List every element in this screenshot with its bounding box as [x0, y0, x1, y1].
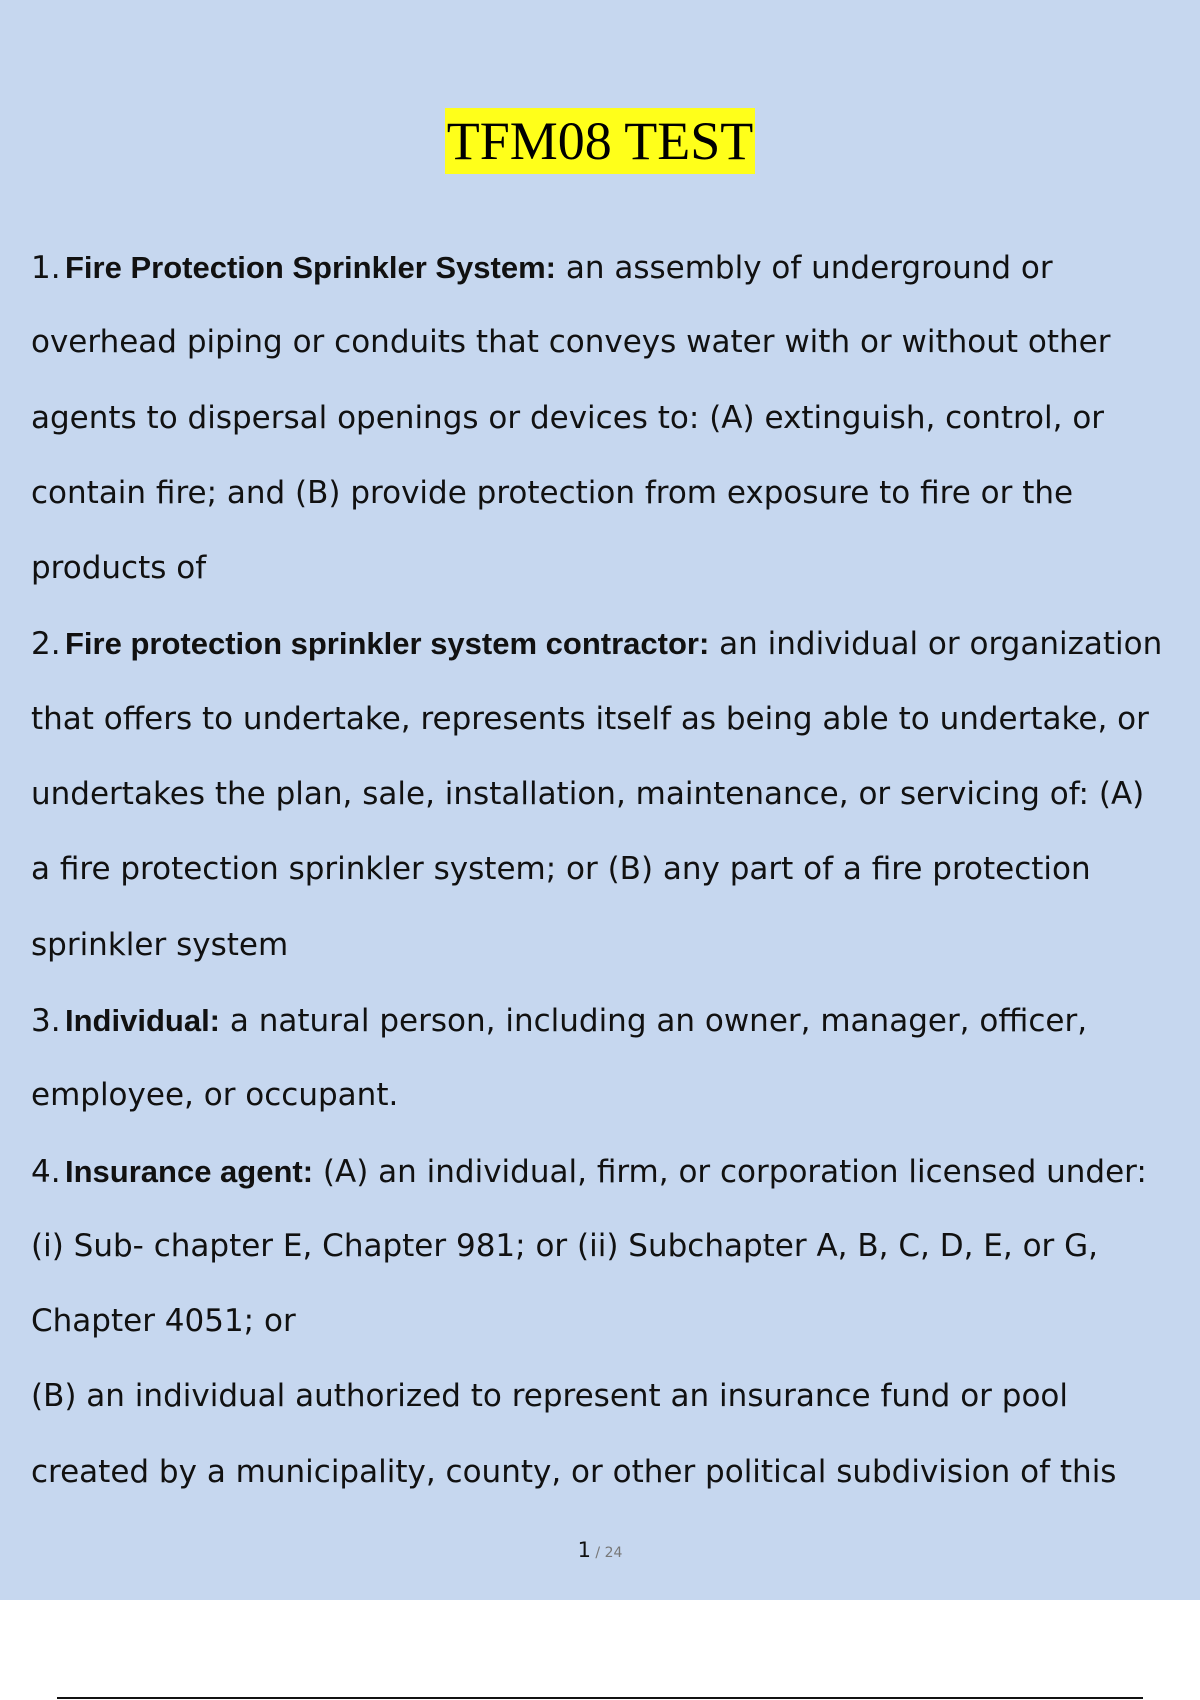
- line-text: that offers to undertake, represents itself as being able to undertake, or: [31, 700, 1149, 737]
- text-line: [31, 1435, 1200, 1510]
- line-text: sprinkler system: [31, 926, 289, 963]
- page-current: 1: [577, 1538, 591, 1562]
- item-number: 2.: [31, 626, 61, 663]
- definition-term: Fire Protection Sprinkler System:: [65, 250, 556, 285]
- text-line: [31, 908, 1200, 983]
- text-line: [31, 305, 1200, 380]
- definition-term: Individual:: [65, 1002, 220, 1038]
- item-number: 1.: [31, 250, 61, 286]
- line-text: an assembly of underground or: [555, 250, 1053, 286]
- text-line: [31, 1284, 1200, 1359]
- line-text: (i) Sub- chapter E, Chapter 981; or (ii) Subchapter A, B, C, D, E, or G,: [31, 1227, 1099, 1264]
- text-line: [31, 381, 1200, 456]
- line-text: agents to dispersal openings or devices to: (A) extinguish, control, or: [31, 399, 1105, 436]
- line-text: a fire protection sprinkler system; or (B) any part of a fire protection: [31, 851, 1091, 888]
- text-line: [31, 230, 1200, 305]
- line-text: contain fire; and (B) provide protection from exposure to fire or the: [31, 474, 1074, 511]
- text-line: [31, 531, 1200, 606]
- line-text: products of: [31, 550, 207, 587]
- line-text: employee, or occupant.: [31, 1077, 399, 1114]
- line-text: created by a municipality, county, or other political subdivision of this: [31, 1453, 1117, 1490]
- page-indicator: [0, 1538, 1200, 1562]
- text-line: [31, 983, 1200, 1058]
- text-line: [31, 757, 1200, 832]
- line-text: undertakes the plan, sale, installation, maintenance, or servicing of: (A): [31, 776, 1145, 813]
- document-title: TFM08 TEST: [445, 108, 756, 174]
- text-line: [31, 606, 1200, 681]
- text-line: [31, 456, 1200, 531]
- page-bottom-divider: [57, 1697, 1143, 1699]
- title-container: [0, 108, 1200, 174]
- line-text: (A) an individual, firm, or corporation licensed under:: [313, 1153, 1147, 1190]
- text-line: [31, 1134, 1200, 1209]
- line-text: a natural person, including an owner, manager, officer,: [220, 1002, 1088, 1039]
- item-number: 4.: [31, 1153, 61, 1190]
- text-line: [31, 1058, 1200, 1133]
- line-text: (B) an individual authorized to represent an insurance fund or pool: [31, 1378, 1069, 1415]
- line-text: Chapter 4051; or: [31, 1303, 296, 1340]
- text-line: [31, 1209, 1200, 1284]
- document-body: [31, 230, 1200, 1510]
- text-line: [31, 832, 1200, 907]
- text-line: [31, 682, 1200, 757]
- definition-term: Fire protection sprinkler system contractor:: [65, 626, 710, 662]
- definition-term: Insurance agent:: [65, 1153, 314, 1189]
- line-text: an individual or organization: [709, 626, 1163, 663]
- page-total: / 24: [590, 1545, 623, 1561]
- text-line: [31, 1359, 1200, 1434]
- line-text: overhead piping or conduits that conveys water with or without other: [31, 324, 1111, 361]
- item-number: 3.: [31, 1002, 61, 1039]
